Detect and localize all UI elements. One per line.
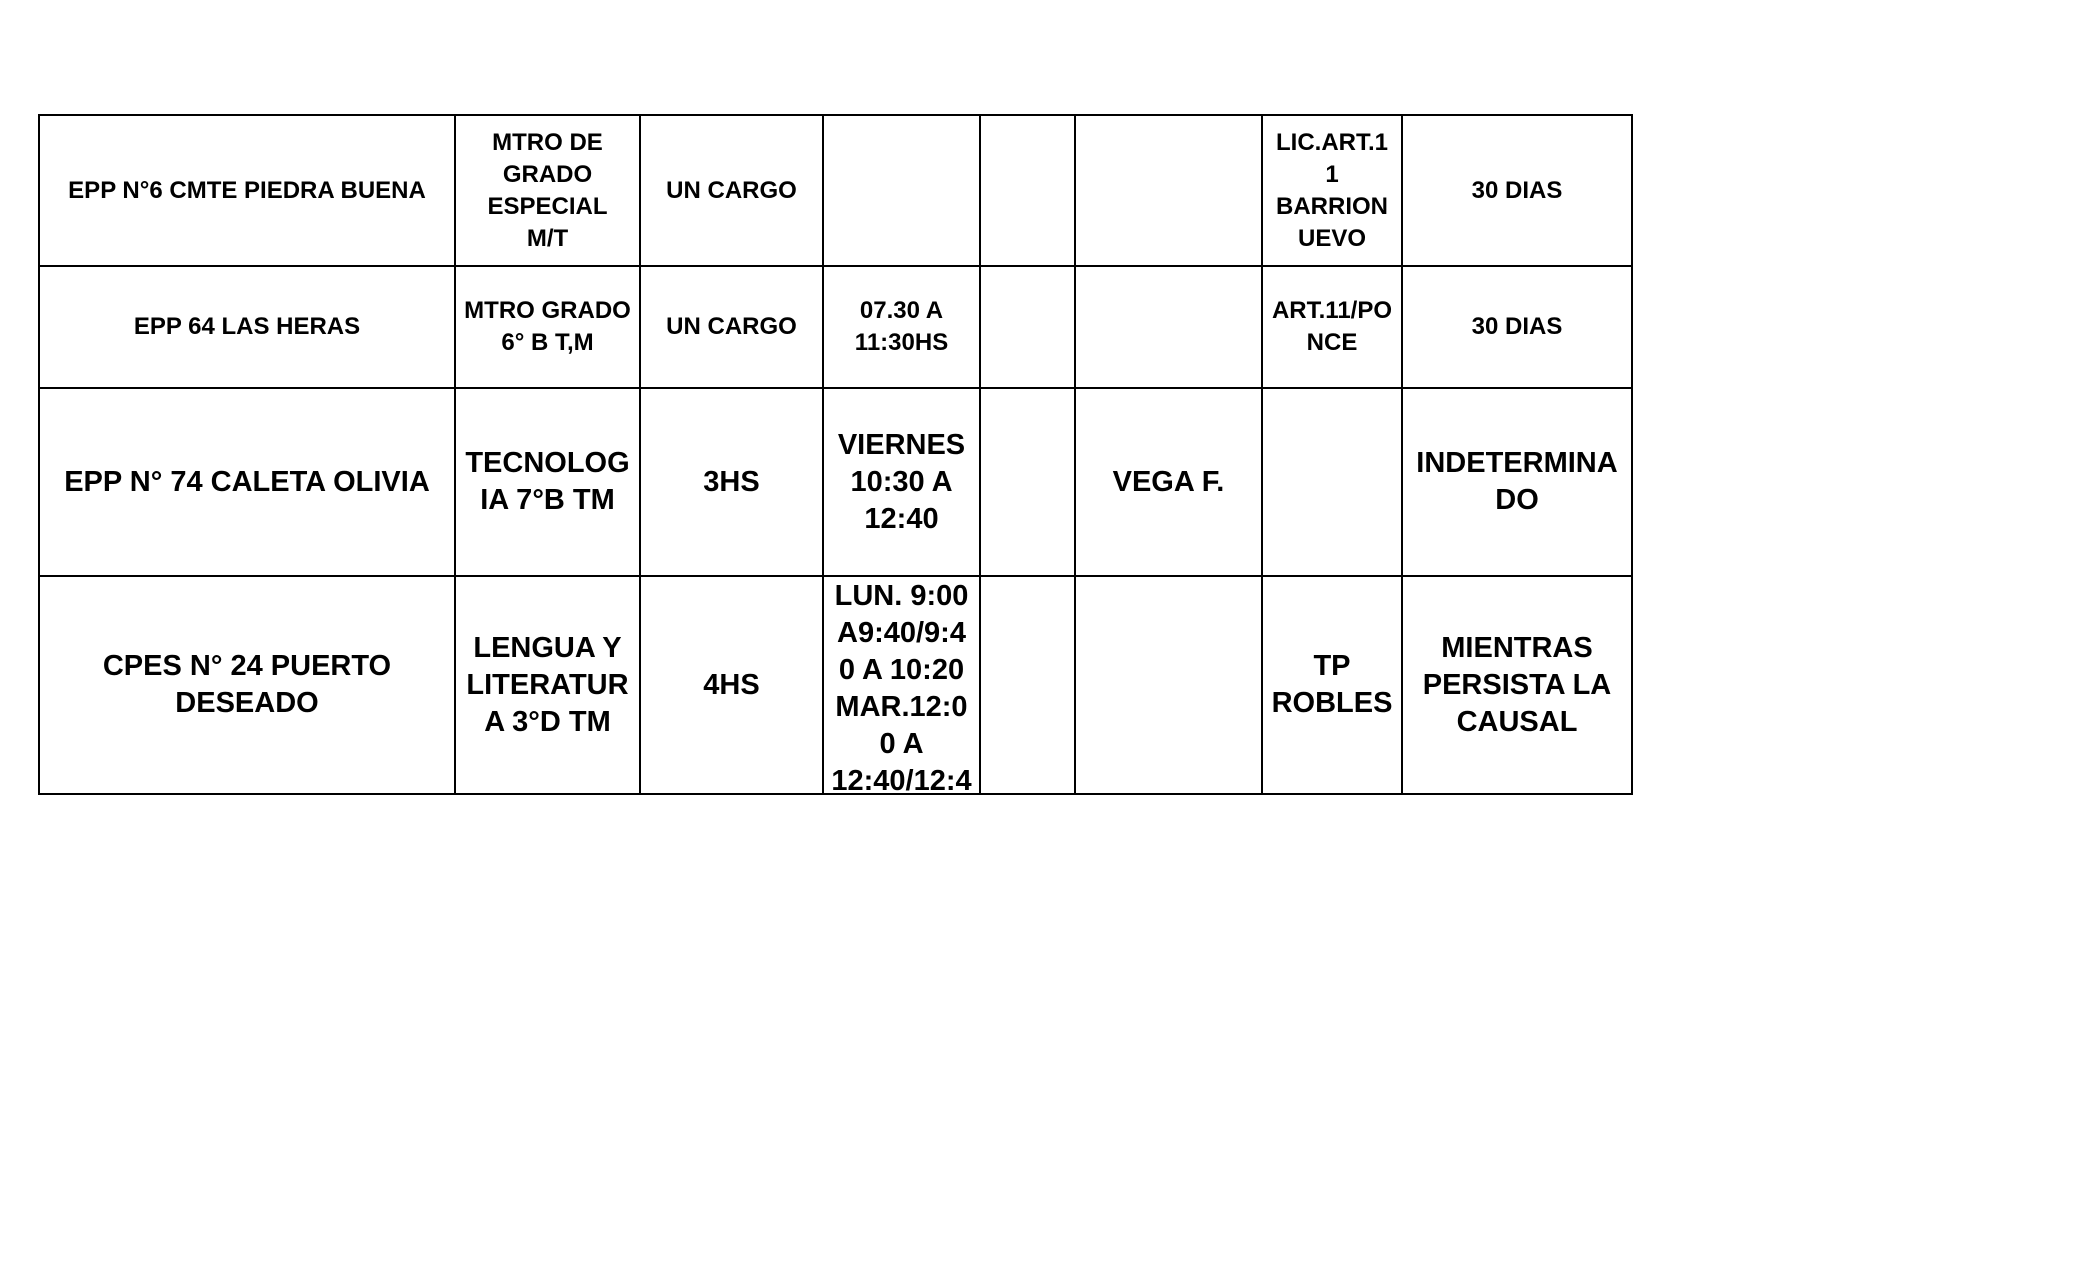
blank-cell (980, 266, 1075, 388)
hours-cell: UN CARGO (640, 115, 823, 266)
schedule-cell: VIERNES 10:30 A 12:40 (823, 388, 980, 576)
table-row (39, 576, 1632, 794)
duration-cell: MIENTRAS PERSISTA LA CAUSAL (1402, 576, 1632, 794)
blank-cell (980, 115, 1075, 266)
hours-cell: 3HS (640, 388, 823, 576)
table-row (39, 388, 1632, 576)
position-cell: TECNOLOG IA 7°B TM (455, 388, 640, 576)
table-row (39, 266, 1632, 388)
position-cell: MTRO GRADO 6° B T,M (455, 266, 640, 388)
school-cell: EPP N°6 CMTE PIEDRA BUENA (39, 115, 455, 266)
blank-cell (980, 388, 1075, 576)
school-cell: EPP N° 74 CALETA OLIVIA (39, 388, 455, 576)
license-cell: ART.11/PO NCE (1262, 266, 1402, 388)
position-cell: LENGUA Y LITERATUR A 3°D TM (455, 576, 640, 794)
table-row (39, 115, 1632, 266)
hours-cell: 4HS (640, 576, 823, 794)
license-cell: TP ROBLES (1262, 576, 1402, 794)
schedule-cell: 07.30 A 11:30HS (823, 266, 980, 388)
name-cell (1075, 266, 1262, 388)
position-cell: MTRO DE GRADO ESPECIAL M/T (455, 115, 640, 266)
duration-cell: INDETERMINA DO (1402, 388, 1632, 576)
duration-cell: 30 DIAS (1402, 266, 1632, 388)
vacancy-table (38, 114, 1633, 795)
hours-cell: UN CARGO (640, 266, 823, 388)
school-cell: CPES N° 24 PUERTO DESEADO (39, 576, 455, 794)
blank-cell (980, 576, 1075, 794)
school-cell: EPP 64 LAS HERAS (39, 266, 455, 388)
schedule-cell (823, 115, 980, 266)
name-cell (1075, 576, 1262, 794)
duration-cell: 30 DIAS (1402, 115, 1632, 266)
schedule-cell: LUN. 9:00 A9:40/9:4 0 A 10:20 MAR.12:0 0 A 12:40/12:4 (823, 576, 980, 794)
name-cell: VEGA F. (1075, 388, 1262, 576)
name-cell (1075, 115, 1262, 266)
license-cell (1262, 388, 1402, 576)
license-cell: LIC.ART.1 1 BARRION UEVO (1262, 115, 1402, 266)
